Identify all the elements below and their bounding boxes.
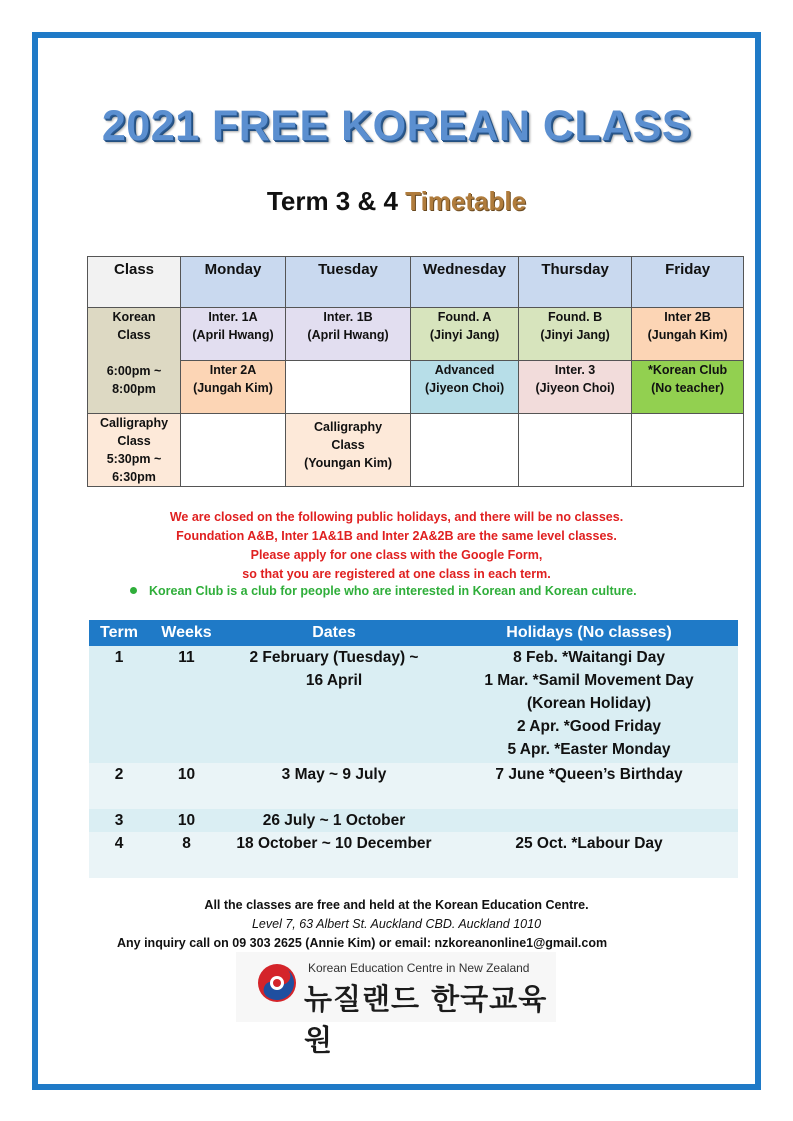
term-row xyxy=(89,646,738,763)
calligraphy-time: 5:30pm ~ 6:30pm xyxy=(106,452,162,484)
teacher-name: (Jinyi Jang) xyxy=(429,328,500,342)
class-timetable xyxy=(87,256,744,487)
class-name: Inter. 3 xyxy=(554,363,596,377)
teacher-name: (No teacher) xyxy=(651,381,725,395)
calligraphy-fri-empty xyxy=(632,414,744,487)
term-holidays xyxy=(444,646,734,761)
subtitle-prefix: Term 3 & 4 xyxy=(266,186,406,216)
term-dates xyxy=(224,832,444,855)
class-name: Found. A xyxy=(437,310,492,324)
note-line: so that you are registered at one class in each term. xyxy=(242,567,551,581)
terms-table xyxy=(89,620,738,878)
header-thursday: Thursday xyxy=(519,257,632,308)
class-name: Advanced xyxy=(434,363,495,377)
date-line: 26 July ~ 1 October xyxy=(262,812,406,829)
calligraphy-cell-tue xyxy=(286,414,411,487)
holiday-line: 25 Oct. *Labour Day xyxy=(515,835,663,852)
holiday-line: 8 Feb. *Waitangi Day xyxy=(513,649,665,666)
note-line: Please apply for one class with the Google Form, xyxy=(250,548,543,562)
teacher-name: (April Hwang) xyxy=(192,328,274,342)
header-class: Class xyxy=(88,257,181,308)
term-weeks: 8 xyxy=(182,835,191,852)
holiday-line: 1 Mar. *Samil Movement Day xyxy=(484,672,694,689)
teacher-name: (Jungah Kim) xyxy=(647,328,728,342)
class-cell-wed-1 xyxy=(411,308,519,361)
header-holidays: Holidays (No classes) xyxy=(506,624,672,641)
holiday-line: 2 Apr. *Good Friday xyxy=(516,718,662,735)
class-cell-thu-2 xyxy=(519,361,632,414)
class-cell-mon-2 xyxy=(181,361,286,414)
term-weeks: 11 xyxy=(178,649,195,666)
club-note xyxy=(130,584,637,598)
term-number: 1 xyxy=(114,649,124,666)
korean-class-cell xyxy=(88,308,181,414)
term-number: 3 xyxy=(114,812,124,829)
teacher-name: (Jungah Kim) xyxy=(193,381,273,395)
class-cell-tue-2-empty xyxy=(286,361,411,414)
teacher-name: (Jinyi Jang) xyxy=(540,328,610,342)
class-cell-thu-1 xyxy=(519,308,632,361)
holiday-line: 5 Apr. *Easter Monday xyxy=(507,741,671,758)
class-cell-wed-2 xyxy=(411,361,519,414)
kec-logo xyxy=(236,952,556,1057)
class-cell-fri-2 xyxy=(632,361,744,414)
term-weeks: 10 xyxy=(177,812,196,829)
subtitle-accent: Timetable xyxy=(405,186,527,216)
header-monday: Monday xyxy=(181,257,286,308)
teacher-name: (Jiyeon Choi) xyxy=(424,381,505,395)
club-note-text: Korean Club is a club for people who are interested in Korean and Korean culture. xyxy=(149,584,637,598)
term-row xyxy=(89,809,738,832)
korean-class-time: 6:00pm ~ 8:00pm xyxy=(106,364,162,396)
header-wednesday: Wednesday xyxy=(411,257,519,308)
class-name: *Korean Club xyxy=(647,363,728,377)
page-subtitle xyxy=(0,186,793,217)
term-number: 2 xyxy=(114,766,124,783)
terms-header xyxy=(89,620,738,646)
calligraphy-label: Calligraphy Class xyxy=(99,416,169,448)
date-line: 2 February (Tuesday) ~ xyxy=(249,649,419,666)
calligraphy-thu-empty xyxy=(519,414,632,487)
calligraphy-teacher: (Youngan Kim) xyxy=(304,456,393,470)
teacher-name: (April Hwang) xyxy=(307,328,389,342)
calligraphy-wed-empty xyxy=(411,414,519,487)
header-term: Term xyxy=(100,624,138,641)
date-line: 18 October ~ 10 December xyxy=(236,835,432,852)
footer-contact: Any inquiry call on 09 303 2625 (Annie Kim) or email: nzkoreanonline1@gmail.com xyxy=(117,936,608,950)
term-dates xyxy=(224,809,444,832)
page-title: 2021 FREE KOREAN CLASS xyxy=(101,102,692,150)
class-name: Inter 2A xyxy=(209,363,257,377)
holiday-line: 7 June *Queen’s Birthday xyxy=(495,766,683,783)
calligraphy-name: Calligraphy Class xyxy=(314,420,383,452)
class-name: Found. B xyxy=(548,310,603,324)
note-line: We are closed on the following public holidays, and there will be no classes. xyxy=(169,510,624,524)
header-weeks: Weeks xyxy=(161,624,212,641)
term-row xyxy=(89,832,738,878)
logo-english-text: Korean Education Centre in New Zealand xyxy=(308,961,530,975)
term-weeks: 10 xyxy=(177,766,196,783)
note-line: Foundation A&B, Inter 1A&1B and Inter 2A&2B are the same level classes. xyxy=(176,529,617,543)
term-holidays xyxy=(444,832,734,855)
class-cell-mon-1 xyxy=(181,308,286,361)
korean-class-label: Korean Class xyxy=(112,310,156,342)
logo-korean-text: 뉴질랜드 한국교육원 xyxy=(304,982,548,1057)
footer-address: Level 7, 63 Albert St. Auckland CBD. Auckland 1010 xyxy=(251,917,542,931)
term-row xyxy=(89,763,738,809)
header-friday: Friday xyxy=(632,257,744,308)
calligraphy-mon-empty xyxy=(181,414,286,487)
class-name: Inter. 1A xyxy=(208,310,258,324)
date-line: 16 April xyxy=(305,672,363,689)
bullet-icon xyxy=(130,587,137,594)
class-cell-tue-1 xyxy=(286,308,411,361)
class-name: Inter. 1B xyxy=(323,310,373,324)
taegeuk-logo-icon xyxy=(256,962,298,1004)
holiday-line: (Korean Holiday) xyxy=(526,695,651,712)
footer xyxy=(0,896,793,953)
header-dates: Dates xyxy=(312,624,356,641)
footer-free-classes: All the classes are free and held at the Korean Education Centre. xyxy=(204,898,589,912)
holiday-notes xyxy=(0,508,793,584)
calligraphy-class-cell xyxy=(88,414,181,487)
term-dates xyxy=(224,763,444,786)
class-cell-fri-1 xyxy=(632,308,744,361)
class-name: Inter 2B xyxy=(664,310,711,324)
header-tuesday: Tuesday xyxy=(286,257,411,308)
date-line: 3 May ~ 9 July xyxy=(281,766,387,783)
term-dates xyxy=(224,646,444,692)
term-number: 4 xyxy=(114,835,124,852)
teacher-name: (Jiyeon Choi) xyxy=(535,381,615,395)
term-holidays xyxy=(444,763,734,786)
